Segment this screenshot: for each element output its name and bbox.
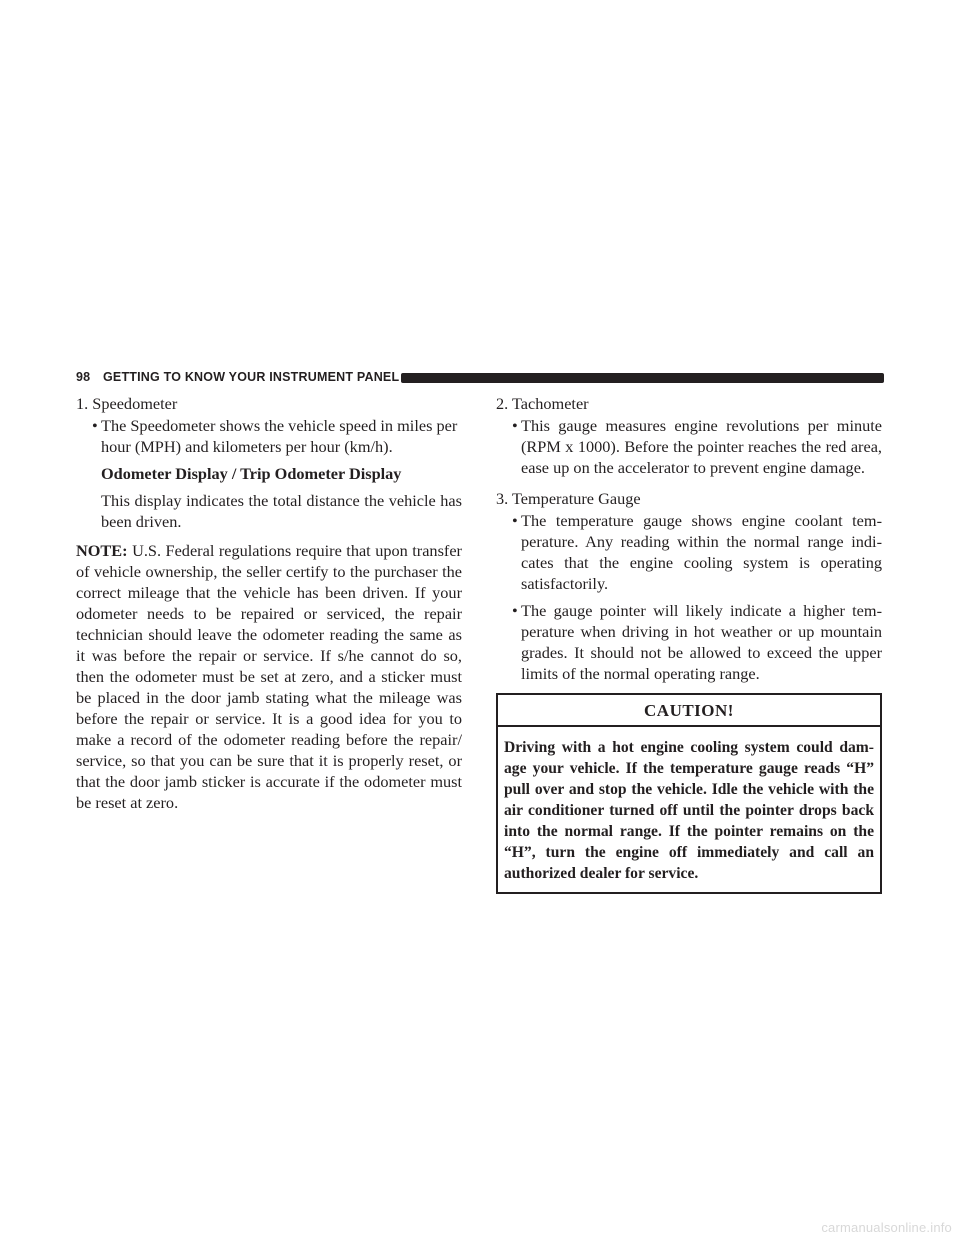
bullet-icon: •	[512, 416, 518, 435]
caution-box	[496, 693, 882, 894]
temperature-bullet-1	[496, 510, 882, 594]
section-title: GETTING TO KNOW YOUR INSTRUMENT PANEL	[103, 370, 400, 384]
temperature-bullet-2-text: The gauge pointer will likely indicate a higher tem- perature when driving in hot weather or up mountain grades. It should not be allowed to exceed the upper limits of the normal operating range.	[521, 601, 882, 683]
temperature-bullet-1-text: The temperature gauge shows engine coolant tem- perature. Any reading within the normal range indi- cates that the engine cooling system is operating satisfactorily.	[521, 511, 882, 593]
note-text: U.S. Federal regulations require that upon transfer of vehicle ownership, the seller certify to the purchaser the correct mileage that the vehicle has been driven. If your odometer needs to be repaired or serviced, the repair technician should leave the odometer reading the same as it was before the repair or service. If s/he cannot do so, then the odometer must be set at zero, and a sticker must be placed in the door jamb stating what the mileage was before the repair or service. It is a good idea for you to make a record of the odometer reading before the repair/ service, so that you can be sure that it is properly reset, or that the door jamb sticker is accurate if the odometer must be reset at zero.	[76, 541, 462, 812]
note-label: NOTE:	[76, 541, 128, 560]
speedometer-bullet-line2: hour (MPH) and kilometers per hour (km/h).	[101, 437, 393, 456]
header-rule	[401, 373, 884, 383]
caution-title: CAUTION!	[498, 695, 880, 727]
caution-text: Driving with a hot engine cooling system could dam- age your vehicle. If the temperature gauge reads “H” pull over and stop the vehicle. Idle the vehicle with the air conditioner turned off until the pointer drops back into the normal range. If the pointer remains on the “H”, turn the engine off immediately and call an authorized dealer for service.	[504, 739, 874, 882]
page-header	[76, 369, 884, 387]
tachometer-bullet-text: This gauge measures engine revolutions per minute (RPM x 1000). Before the pointer reaches the red area, ease up on the accelerator to prevent engine damage.	[521, 416, 882, 477]
temperature-gauge-heading: 3. Temperature Gauge	[496, 489, 641, 508]
bullet-icon: •	[512, 601, 518, 620]
bullet-icon: •	[92, 416, 98, 435]
speedometer-bullet	[76, 415, 462, 457]
bullet-icon: •	[512, 511, 518, 530]
speedometer-heading: 1. Speedometer	[76, 394, 178, 413]
temperature-bullet-2	[496, 600, 882, 684]
left-column	[76, 393, 462, 813]
tachometer-heading: 2. Tachometer	[496, 394, 589, 413]
tachometer-bullet	[496, 415, 882, 478]
speedometer-bullet-line1: The Speedometer shows the vehicle speed in miles per	[101, 416, 458, 435]
note-paragraph	[76, 540, 462, 813]
odometer-subheading: Odometer Display / Trip Odometer Display	[101, 464, 402, 483]
watermark: carmanualsonline.info	[821, 1220, 952, 1235]
right-column	[496, 393, 882, 894]
odometer-description: This display indicates the total distance the vehicle has been driven.	[101, 491, 462, 531]
page-number: 98	[76, 370, 91, 384]
